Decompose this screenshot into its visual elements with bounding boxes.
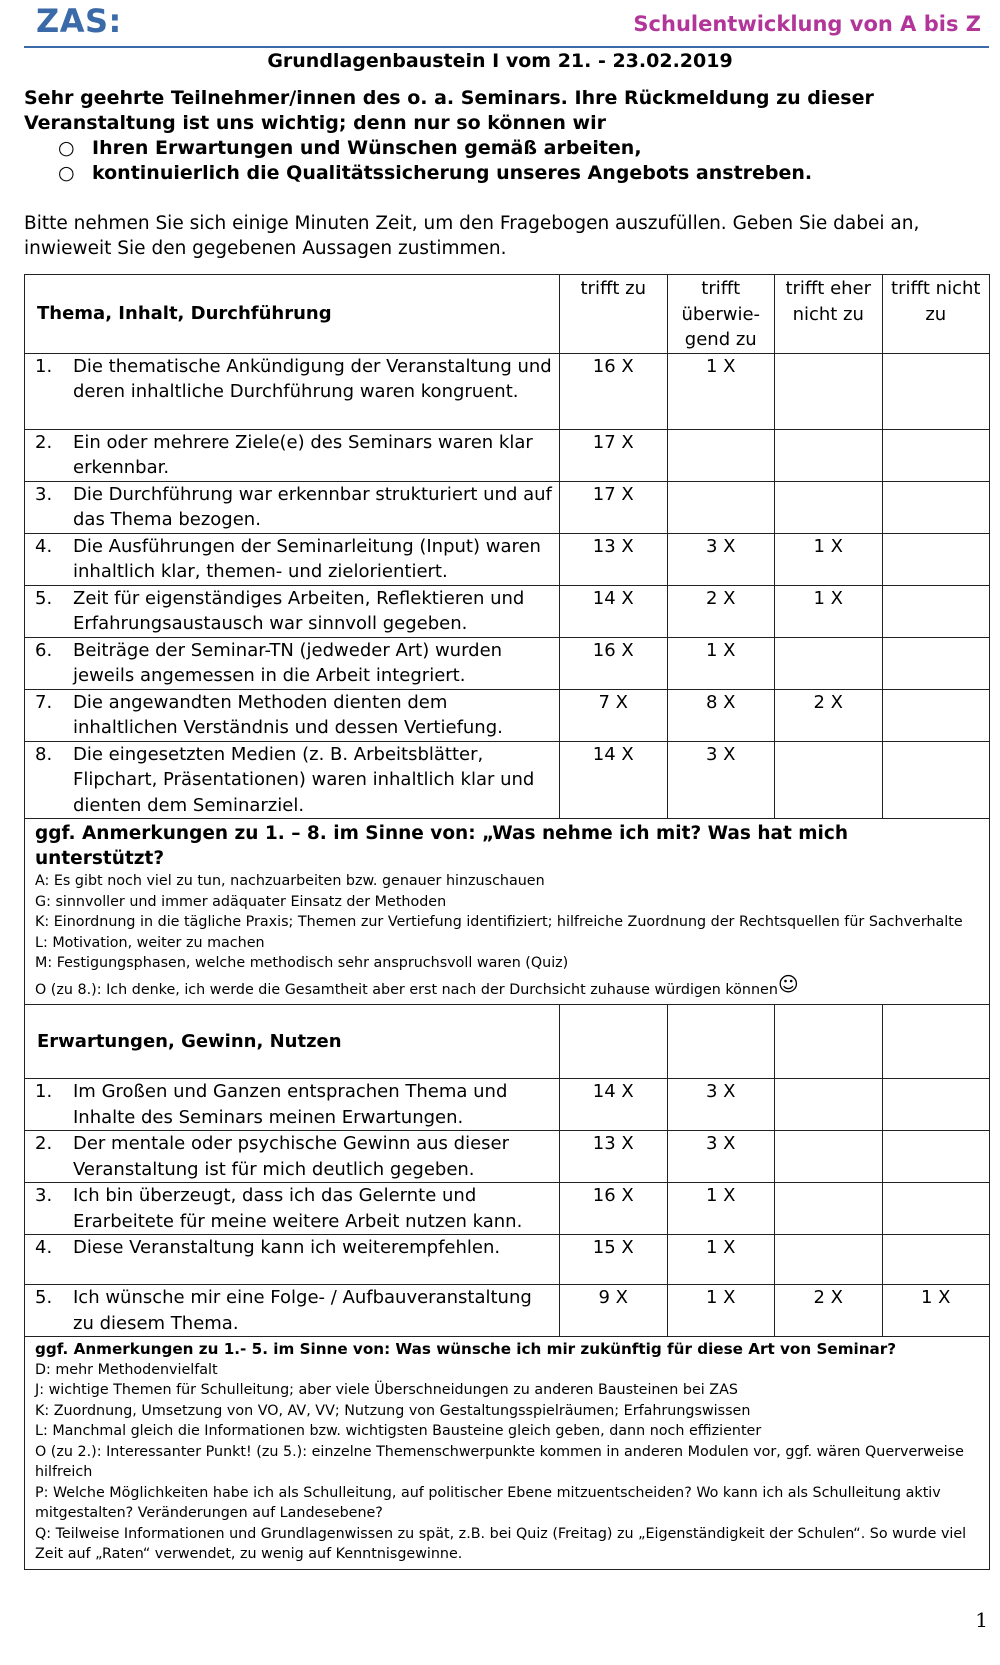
answer-count-cell: 14 X [560,1079,668,1131]
question-cell [25,1235,560,1285]
question-number: 7. [35,691,53,713]
answer-count-cell: 1 X [667,1285,775,1337]
question-row [25,637,990,689]
question-cell [25,1183,560,1235]
question-text: Im Großen und Ganzen entsprachen Thema und Inhalte des Seminars meinen Erwartungen. [73,1081,508,1128]
intro-bullet: ○ Ihren Erwartungen und Wünschen gemäß arbeiten, [24,136,984,161]
question-row [25,429,990,481]
question-number: 5. [35,1287,53,1308]
question-row [25,741,990,819]
section-title: Thema, Inhalt, Durchführung [25,275,560,354]
question-number: 4. [35,535,53,557]
answer-count-cell: 7 X [560,689,668,741]
answer-count-cell [882,1183,990,1235]
question [25,586,559,637]
answer-count-cell [775,429,883,481]
question [25,1131,559,1182]
column-header: trifft nicht zu [882,275,990,354]
question-text: Die eingesetzten Medien (z. B. Arbeitsblätter, Flipchart, Präsentationen) waren inhaltlich klar und dienten dem Seminarziel. [73,743,535,816]
column-header: trifft überwie-gend zu [667,275,775,354]
note-line [35,953,979,974]
question-number: 3. [35,483,53,505]
answer-count-cell [775,637,883,689]
question-row [25,481,990,533]
answer-count-cell [775,1235,883,1285]
note-text: L: Motivation, weiter zu machen [35,934,265,951]
answer-count-cell: 15 X [560,1235,668,1285]
answer-count-cell [882,1079,990,1131]
instructions: Bitte nehmen Sie sich einige Minuten Zeit, um den Fragebogen auszufüllen. Geben Sie dabei an, inwieweit Sie den gegebenen Aussagen zustimmen. [24,213,920,259]
question-text: Die thematische Ankündigung der Veranstaltung und deren inhaltliche Durchführung waren kongruent. [73,355,552,402]
smiley-icon: ☺ [777,971,799,996]
note-line [35,1380,979,1401]
answer-count-cell: 14 X [560,741,668,819]
note-text: G: sinnvoller und immer adäquater Einsatz der Methoden [35,893,447,910]
question [25,1235,559,1261]
note-text: D: mehr Methodenvielfalt [35,1361,218,1378]
intro-block [24,86,984,186]
note-text: M: Festigungsphasen, welche methodisch sehr anspruchsvoll waren (Quiz) [35,955,569,971]
answer-count-cell: 2 X [667,585,775,637]
answer-count-cell [882,1131,990,1183]
answer-count-cell: 3 X [667,741,775,819]
answer-count-cell: 14 X [560,585,668,637]
question-cell [25,1079,560,1131]
answer-count-cell: 3 X [667,1079,775,1131]
note-text: O (zu 2.): Interessanter Punkt! (zu 5.): einzelne Themenschwerpunkte kommen in anderen Modulen vor, ggf. wären Querverweise hilfreich [35,1443,964,1480]
answer-count-cell [667,481,775,533]
question [25,742,559,819]
note-text: K: Einordnung in die tägliche Praxis; Themen zur Vertiefung identifiziert; hilfreiche Zuordnung der Rechtsquellen für Sachverhalte [35,914,963,930]
question-text: Die Ausführungen der Seminarleitung (Input) waren inhaltlich klar, themen- und zielorientiert. [73,535,541,582]
question-row [25,585,990,637]
answer-count-cell [775,353,883,429]
survey-table [24,274,990,1570]
column-header [667,1005,775,1079]
question [25,1183,559,1234]
question-cell [25,741,560,819]
question-number: 1. [35,355,53,377]
section-title: Erwartungen, Gewinn, Nutzen [25,1005,560,1079]
question-row [25,1285,990,1337]
question-row [25,533,990,585]
answer-count-cell [775,1183,883,1235]
answer-count-cell: 17 X [560,429,668,481]
question-cell [25,1131,560,1183]
answer-count-cell [882,481,990,533]
document-subtitle: Grundlagenbaustein I vom 21. - 23.02.2019 [267,50,733,72]
question-number: 5. [35,587,53,609]
page-header [24,0,989,48]
answer-count-cell [882,1235,990,1285]
question-number: 2. [35,1133,53,1154]
notes-cell [25,1337,990,1570]
question-text: Zeit für eigenständiges Arbeiten, Reflektieren und Erfahrungsaustausch war sinnvoll gegeben. [73,587,525,634]
answer-count-cell: 1 X [667,637,775,689]
note-line [35,1360,979,1381]
column-header [775,1005,883,1079]
section-header-row [25,275,990,354]
answer-count-cell: 3 X [667,533,775,585]
question-cell [25,585,560,637]
question-number: 4. [35,1237,53,1258]
note-line [35,1421,979,1442]
answer-count-cell: 8 X [667,689,775,741]
answer-count-cell [775,1079,883,1131]
question-cell [25,353,560,429]
question-number: 3. [35,1185,53,1206]
note-text: Q: Teilweise Informationen und Grundlagenwissen zu spät, z.B. bei Quiz (Freitag) zu „Eigenständigkeit der Schulen“. So wurde viel Zeit auf „Raten“ verwendet, zu wenig auf Kenntnisgewinne. [35,1525,967,1562]
note-text: A: Es gibt noch viel zu tun, nachzuarbeiten bzw. genauer hinzuschauen [35,873,545,889]
intro-bullets [24,136,984,186]
column-header [560,1005,668,1079]
answer-count-cell: 16 X [560,1183,668,1235]
answer-count-cell: 2 X [775,689,883,741]
question-number: 8. [35,743,53,765]
question-number: 2. [35,431,53,453]
intro-bullet: ○ kontinuierlich die Qualitätssicherung unseres Angebots anstreben. [24,161,984,186]
note-line [35,1483,979,1524]
answer-count-cell: 16 X [560,353,668,429]
note-line [35,1524,979,1565]
answer-count-cell [882,353,990,429]
section-header-row [25,1005,990,1079]
answer-count-cell: 1 X [667,1235,775,1285]
question [25,1079,559,1130]
zas-logo: ZAS: [36,2,122,40]
notes-cell [25,819,990,1005]
question [25,638,559,689]
answer-count-cell [882,689,990,741]
question [25,1285,559,1336]
answer-count-cell [882,585,990,637]
answer-count-cell: 16 X [560,637,668,689]
question [25,354,559,405]
question [25,690,559,741]
note-line [35,871,979,892]
question [25,482,559,533]
question-cell [25,637,560,689]
notes-row [25,819,990,1005]
note-text: O (zu 8.): Ich denke, ich werde die Gesamtheit aber erst nach der Durchsicht zuhause würdigen können [35,981,778,998]
answer-count-cell [882,429,990,481]
question-row [25,689,990,741]
note-text: J: wichtige Themen für Schulleitung; aber viele Überschneidungen zu anderen Bausteinen bei ZAS [35,1382,738,1398]
question-row [25,1079,990,1131]
question-text: Der mentale oder psychische Gewinn aus dieser Veranstaltung ist für mich deutlich gegeben. [73,1133,510,1180]
header-title: Schulentwicklung von A bis Z [633,12,981,36]
answer-count-cell [882,637,990,689]
column-header [882,1005,990,1079]
column-header: trifft eher nicht zu [775,275,883,354]
answer-count-cell: 1 X [775,533,883,585]
answer-count-cell: 1 X [882,1285,990,1337]
notes-row [25,1337,990,1570]
column-header: trifft zu [560,275,668,354]
question-text: Die Durchführung war erkennbar strukturiert und auf das Thema bezogen. [73,483,552,530]
answer-count-cell: 1 X [775,585,883,637]
question-text: Beiträge der Seminar-TN (jedweder Art) wurden jeweils angemessen in die Arbeit integriert. [73,639,503,686]
answer-count-cell [775,1131,883,1183]
notes-title: ggf. Anmerkungen zu 1.- 5. im Sinne von: Was wünsche ich mir zukünftig für diese Art von Seminar? [35,1340,897,1358]
answer-count-cell [775,481,883,533]
note-line [35,933,979,954]
question [25,534,559,585]
answer-count-cell [775,741,883,819]
question-text: Ein oder mehrere Ziele(e) des Seminars waren klar erkennbar. [73,431,533,478]
question-text: Diese Veranstaltung kann ich weiterempfehlen. [73,1237,501,1258]
notes-title: ggf. Anmerkungen zu 1. – 8. im Sinne von: „Was nehme ich mit? Was hat mich unterstützt? [35,823,849,869]
answer-count-cell: 13 X [560,533,668,585]
note-line [35,1442,979,1483]
answer-count-cell: 1 X [667,1183,775,1235]
answer-count-cell [667,429,775,481]
note-text: K: Zuordnung, Umsetzung von VO, AV, VV; Nutzung von Gestaltungsspielräumen; Erfahrungswissen [35,1402,751,1419]
note-line [35,892,979,913]
question-cell [25,533,560,585]
question-row [25,1131,990,1183]
question-cell [25,481,560,533]
answer-count-cell: 3 X [667,1131,775,1183]
question-row [25,1235,990,1285]
question-cell [25,1285,560,1337]
answer-count-cell: 1 X [667,353,775,429]
answer-count-cell: 2 X [775,1285,883,1337]
question-row [25,1183,990,1235]
question-text: Ich bin überzeugt, dass ich das Gelernte und Erarbeitete für meine weitere Arbeit nutzen kann. [73,1185,523,1232]
intro-text: Sehr geehrte Teilnehmer/innen des o. a. Seminars. Ihre Rückmeldung zu dieser Veranstaltung ist uns wichtig; denn nur so können wir [24,87,874,134]
question-cell [25,689,560,741]
answer-count-cell: 17 X [560,481,668,533]
note-text: L: Manchmal gleich die Informationen bzw. wichtigsten Bausteine gleich geben, dann noch effizienter [35,1423,762,1439]
page-number: 1 [975,1608,988,1632]
note-text: P: Welche Möglichkeiten habe ich als Schulleitung, auf politischer Ebene mitzuentscheiden? Wo kann ich als Schulleitung aktiv mitgestalten? Veränderungen auf Landesebene? [35,1484,941,1521]
note-line [35,912,979,933]
answer-count-cell [882,533,990,585]
question-cell [25,429,560,481]
answer-count-cell [882,741,990,819]
answer-count-cell: 9 X [560,1285,668,1337]
note-line [35,971,979,1001]
question-text: Die angewandten Methoden dienten dem inhaltlichen Verständnis und dessen Vertiefung. [73,691,503,738]
question-row [25,353,990,429]
question-text: Ich wünsche mir eine Folge- / Aufbauveranstaltung zu diesem Thema. [73,1287,532,1334]
note-line [35,1401,979,1422]
question-number: 6. [35,639,53,661]
answer-count-cell: 13 X [560,1131,668,1183]
question-number: 1. [35,1081,53,1102]
question [25,430,559,481]
